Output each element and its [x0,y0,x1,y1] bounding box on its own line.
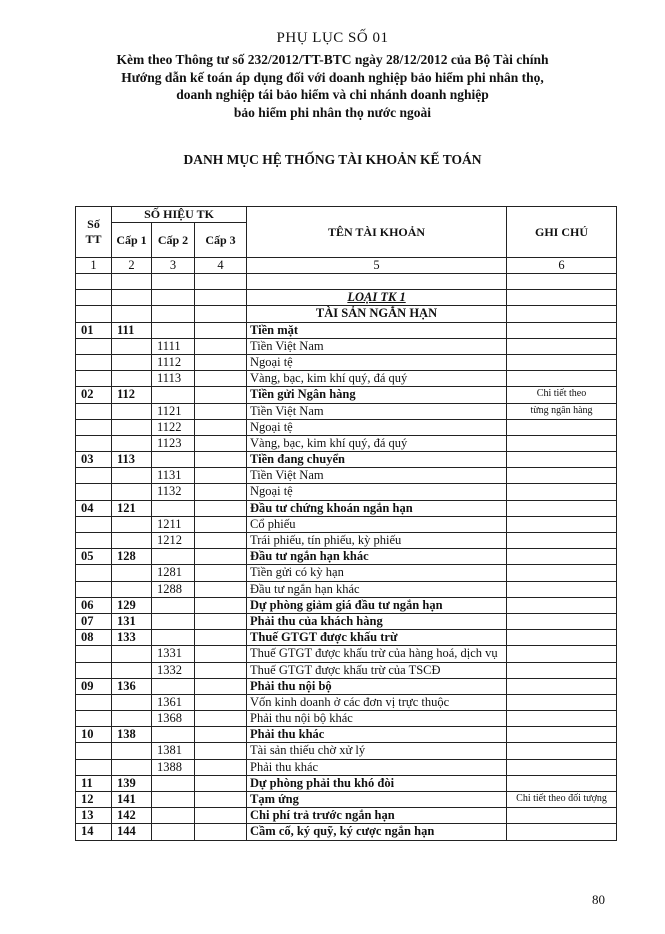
row-cap1 [112,694,152,710]
row-account-name: Ngoại tệ [247,354,507,370]
header-cap2: Cấp 2 [152,223,195,258]
row-cap3 [195,759,247,775]
row-cap3 [195,824,247,840]
row-cap2: 1122 [152,419,195,435]
row-cap1: 131 [112,613,152,629]
row-tt: 06 [76,597,112,613]
table-row [76,516,617,532]
row-cap2: 1121 [152,403,195,419]
row-cap3 [195,694,247,710]
row-account-name: Tiền Việt Nam [247,403,507,419]
row-note [507,662,617,678]
column-number-row [76,258,617,274]
row-cap1: 141 [112,792,152,808]
row-tt [76,338,112,354]
row-cap2: 1113 [152,371,195,387]
table-row [76,613,617,629]
row-cap1: 128 [112,549,152,565]
row-cap1 [112,484,152,500]
row-tt [76,743,112,759]
row-cap3 [195,500,247,516]
table-row [76,711,617,727]
row-tt: 04 [76,500,112,516]
row-account-name: Vàng, bạc, kim khí quý, đá quý [247,371,507,387]
table-row [76,435,617,451]
table-row [76,792,617,808]
subtitle-line-2: Hướng dẫn kế toán áp dụng đối với doanh nghiệp bảo hiểm phi nhân thọ, [121,69,544,85]
row-cap1 [112,711,152,727]
row-cap1 [112,533,152,549]
category-title: DANH MỤC HỆ THỐNG TÀI KHOẢN KẾ TOÁN [183,152,482,167]
row-cap1: 136 [112,678,152,694]
row-account-name: Tiền mặt [247,322,507,338]
row-cap3 [195,516,247,532]
row-account-name: Cổ phiếu [247,516,507,532]
row-cap3 [195,743,247,759]
row-note [507,468,617,484]
row-cap2 [152,613,195,629]
table-row [76,694,617,710]
row-cap2: 1281 [152,565,195,581]
row-tt [76,419,112,435]
row-cap3 [195,452,247,468]
row-cap1: 129 [112,597,152,613]
row-cap3 [195,597,247,613]
colnum-1: 1 [76,258,112,274]
table-row [76,484,617,500]
section-type-row [76,290,617,306]
row-cap3 [195,549,247,565]
header-ten-tk: TÊN TÀI KHOẢN [247,207,507,258]
row-note [507,711,617,727]
table-row [76,678,617,694]
row-note [507,727,617,743]
row-cap1 [112,354,152,370]
table-row [76,468,617,484]
row-cap1: 112 [112,387,152,403]
table-row [76,387,617,403]
row-note: Chi tiết theo đối tượng [507,792,617,808]
row-account-name: Thuế GTGT được khấu trừ của TSCĐ [247,662,507,678]
row-note [507,808,617,824]
table-row [76,630,617,646]
row-cap2 [152,775,195,791]
colnum-2: 2 [112,258,152,274]
table-row [76,533,617,549]
table-row [76,808,617,824]
row-tt [76,354,112,370]
header-ghi-chu: GHI CHÚ [507,207,617,258]
row-note [507,759,617,775]
row-note [507,549,617,565]
row-account-name: Cầm cố, ký quỹ, ký cược ngắn hạn [247,824,507,840]
row-cap3 [195,468,247,484]
row-tt [76,533,112,549]
row-cap1 [112,516,152,532]
row-cap1: 113 [112,452,152,468]
row-account-name: Đầu tư ngắn hạn khác [247,581,507,597]
row-account-name: Chi phí trả trước ngắn hạn [247,808,507,824]
row-cap2 [152,387,195,403]
row-cap2 [152,452,195,468]
row-tt: 09 [76,678,112,694]
row-note [507,565,617,581]
table-row [76,371,617,387]
row-cap1 [112,565,152,581]
row-cap2: 1368 [152,711,195,727]
row-tt: 01 [76,322,112,338]
row-cap1: 142 [112,808,152,824]
row-cap3 [195,484,247,500]
table-row [76,727,617,743]
row-cap2 [152,500,195,516]
row-account-name: Vốn kinh doanh ở các đơn vị trực thuộc [247,694,507,710]
row-tt: 03 [76,452,112,468]
row-tt [76,662,112,678]
table-row [76,419,617,435]
row-note [507,597,617,613]
row-note [507,338,617,354]
row-tt: 07 [76,613,112,629]
table-row [76,824,617,840]
row-cap3 [195,403,247,419]
row-cap3 [195,338,247,354]
table-row [76,597,617,613]
row-note [507,500,617,516]
row-tt [76,371,112,387]
row-cap2: 1388 [152,759,195,775]
row-cap3 [195,792,247,808]
row-note [507,322,617,338]
row-tt [76,468,112,484]
row-account-name: Tiền Việt Nam [247,468,507,484]
row-note [507,371,617,387]
row-account-name: Dự phòng phải thu khó đòi [247,775,507,791]
row-note [507,678,617,694]
row-cap1 [112,403,152,419]
row-tt [76,516,112,532]
row-account-name: Ngoại tệ [247,484,507,500]
row-account-name: Phải thu của khách hàng [247,613,507,629]
colnum-6: 6 [507,258,617,274]
colnum-3: 3 [152,258,195,274]
row-cap3 [195,711,247,727]
row-tt [76,711,112,727]
row-cap3 [195,662,247,678]
row-cap2 [152,678,195,694]
section-type: LOẠI TK 1 [247,290,507,306]
table-row [76,759,617,775]
row-account-name: Phải thu khác [247,727,507,743]
header-cap3: Cấp 3 [195,223,247,258]
row-cap3 [195,727,247,743]
row-tt [76,646,112,662]
row-cap3 [195,613,247,629]
row-tt: 10 [76,727,112,743]
row-cap1 [112,743,152,759]
header-so-tt: Số TT [76,207,112,258]
row-account-name: Vàng, bạc, kim khí quý, đá quý [247,435,507,451]
row-account-name: Ngoại tệ [247,419,507,435]
row-account-name: Tiền Việt Nam [247,338,507,354]
row-cap3 [195,581,247,597]
row-note [507,630,617,646]
row-cap3 [195,533,247,549]
row-tt: 11 [76,775,112,791]
account-table [75,206,617,841]
row-account-name: Tiền đang chuyển [247,452,507,468]
row-note [507,452,617,468]
row-cap1 [112,581,152,597]
row-cap1: 138 [112,727,152,743]
header-so-hieu-tk: SỐ HIỆU TK [112,207,247,223]
row-cap1 [112,759,152,775]
row-tt [76,484,112,500]
row-cap3 [195,808,247,824]
table-row [76,662,617,678]
spacer-row [76,274,617,290]
row-cap1 [112,371,152,387]
row-cap3 [195,630,247,646]
row-cap3 [195,678,247,694]
row-cap1 [112,435,152,451]
row-cap2: 1212 [152,533,195,549]
row-cap3 [195,565,247,581]
row-cap2 [152,322,195,338]
row-cap1: 139 [112,775,152,791]
row-cap2: 1332 [152,662,195,678]
row-note [507,581,617,597]
row-cap2: 1132 [152,484,195,500]
row-cap3 [195,322,247,338]
subtitle-line-4: bảo hiểm phi nhân thọ nước ngoài [233,104,432,120]
row-account-name: Tiền gửi có kỳ hạn [247,565,507,581]
row-note [507,613,617,629]
row-cap1 [112,338,152,354]
row-note [507,646,617,662]
row-cap1 [112,662,152,678]
appendix-title: PHỤ LỤC SỐ 01 [276,30,389,46]
row-cap2: 1288 [152,581,195,597]
row-tt [76,403,112,419]
row-cap2: 1111 [152,338,195,354]
table-row [76,500,617,516]
row-cap1: 111 [112,322,152,338]
row-note [507,484,617,500]
row-cap1: 133 [112,630,152,646]
row-account-name: Tiền gửi Ngân hàng [247,387,507,403]
row-note [507,743,617,759]
row-account-name: Thuế GTGT được khấu trừ của hàng hoá, dịch vụ [247,646,507,662]
row-cap1: 121 [112,500,152,516]
section-name-row [76,306,617,322]
row-cap2: 1131 [152,468,195,484]
table-row [76,403,617,419]
row-account-name: Tài sản thiếu chờ xử lý [247,743,507,759]
table-row [76,322,617,338]
row-tt: 14 [76,824,112,840]
row-note: từng ngân hàng [507,403,617,419]
row-cap2 [152,597,195,613]
row-cap2 [152,824,195,840]
row-cap3 [195,775,247,791]
table-row [76,646,617,662]
row-note: Chi tiết theo [507,387,617,403]
row-cap3 [195,646,247,662]
row-note [507,775,617,791]
row-note [507,354,617,370]
row-note [507,533,617,549]
row-tt: 02 [76,387,112,403]
row-cap2: 1331 [152,646,195,662]
table-row [76,743,617,759]
row-tt: 05 [76,549,112,565]
row-account-name: Dự phòng giảm giá đầu tư ngắn hạn [247,597,507,613]
row-note [507,435,617,451]
row-tt: 13 [76,808,112,824]
row-cap2: 1211 [152,516,195,532]
row-note [507,419,617,435]
row-tt [76,565,112,581]
row-cap2: 1112 [152,354,195,370]
row-cap3 [195,371,247,387]
row-tt [76,759,112,775]
table-row [76,452,617,468]
table-row [76,775,617,791]
row-cap2 [152,549,195,565]
row-cap3 [195,419,247,435]
row-cap1 [112,468,152,484]
subtitle-line-3: doanh nghiệp tái bảo hiểm và chi nhánh doanh nghiệp [176,87,489,102]
row-cap2 [152,727,195,743]
table-row [76,565,617,581]
row-account-name: Thuế GTGT được khấu trừ [247,630,507,646]
row-account-name: Trái phiếu, tín phiếu, kỳ phiếu [247,533,507,549]
row-note [507,824,617,840]
row-account-name: Đầu tư ngắn hạn khác [247,549,507,565]
row-tt: 08 [76,630,112,646]
row-cap2 [152,808,195,824]
row-note [507,694,617,710]
row-account-name: Tạm ứng [247,792,507,808]
row-cap2 [152,792,195,808]
row-cap2: 1361 [152,694,195,710]
row-tt [76,435,112,451]
page-number: 80 [592,892,605,907]
row-cap3 [195,435,247,451]
row-cap3 [195,354,247,370]
table-row [76,354,617,370]
colnum-5: 5 [247,258,507,274]
row-cap1: 144 [112,824,152,840]
table-row [76,338,617,354]
row-account-name: Đầu tư chứng khoán ngắn hạn [247,500,507,516]
subtitle-line-1: Kèm theo Thông tư số 232/2012/TT-BTC ngày 28/12/2012 của Bộ Tài chính [116,52,549,67]
row-cap1 [112,419,152,435]
colnum-4: 4 [195,258,247,274]
row-account-name: Phải thu khác [247,759,507,775]
row-account-name: Phải thu nội bộ [247,678,507,694]
table-row [76,581,617,597]
row-tt: 12 [76,792,112,808]
row-cap3 [195,387,247,403]
row-tt [76,694,112,710]
appendix-subtitle [0,51,665,121]
row-cap1 [112,646,152,662]
row-cap2: 1123 [152,435,195,451]
row-account-name: Phải thu nội bộ khác [247,711,507,727]
table-row [76,549,617,565]
row-note [507,516,617,532]
row-cap2: 1381 [152,743,195,759]
section-name: TÀI SẢN NGẮN HẠN [247,306,507,322]
row-tt [76,581,112,597]
row-cap2 [152,630,195,646]
header-cap1: Cấp 1 [112,223,152,258]
